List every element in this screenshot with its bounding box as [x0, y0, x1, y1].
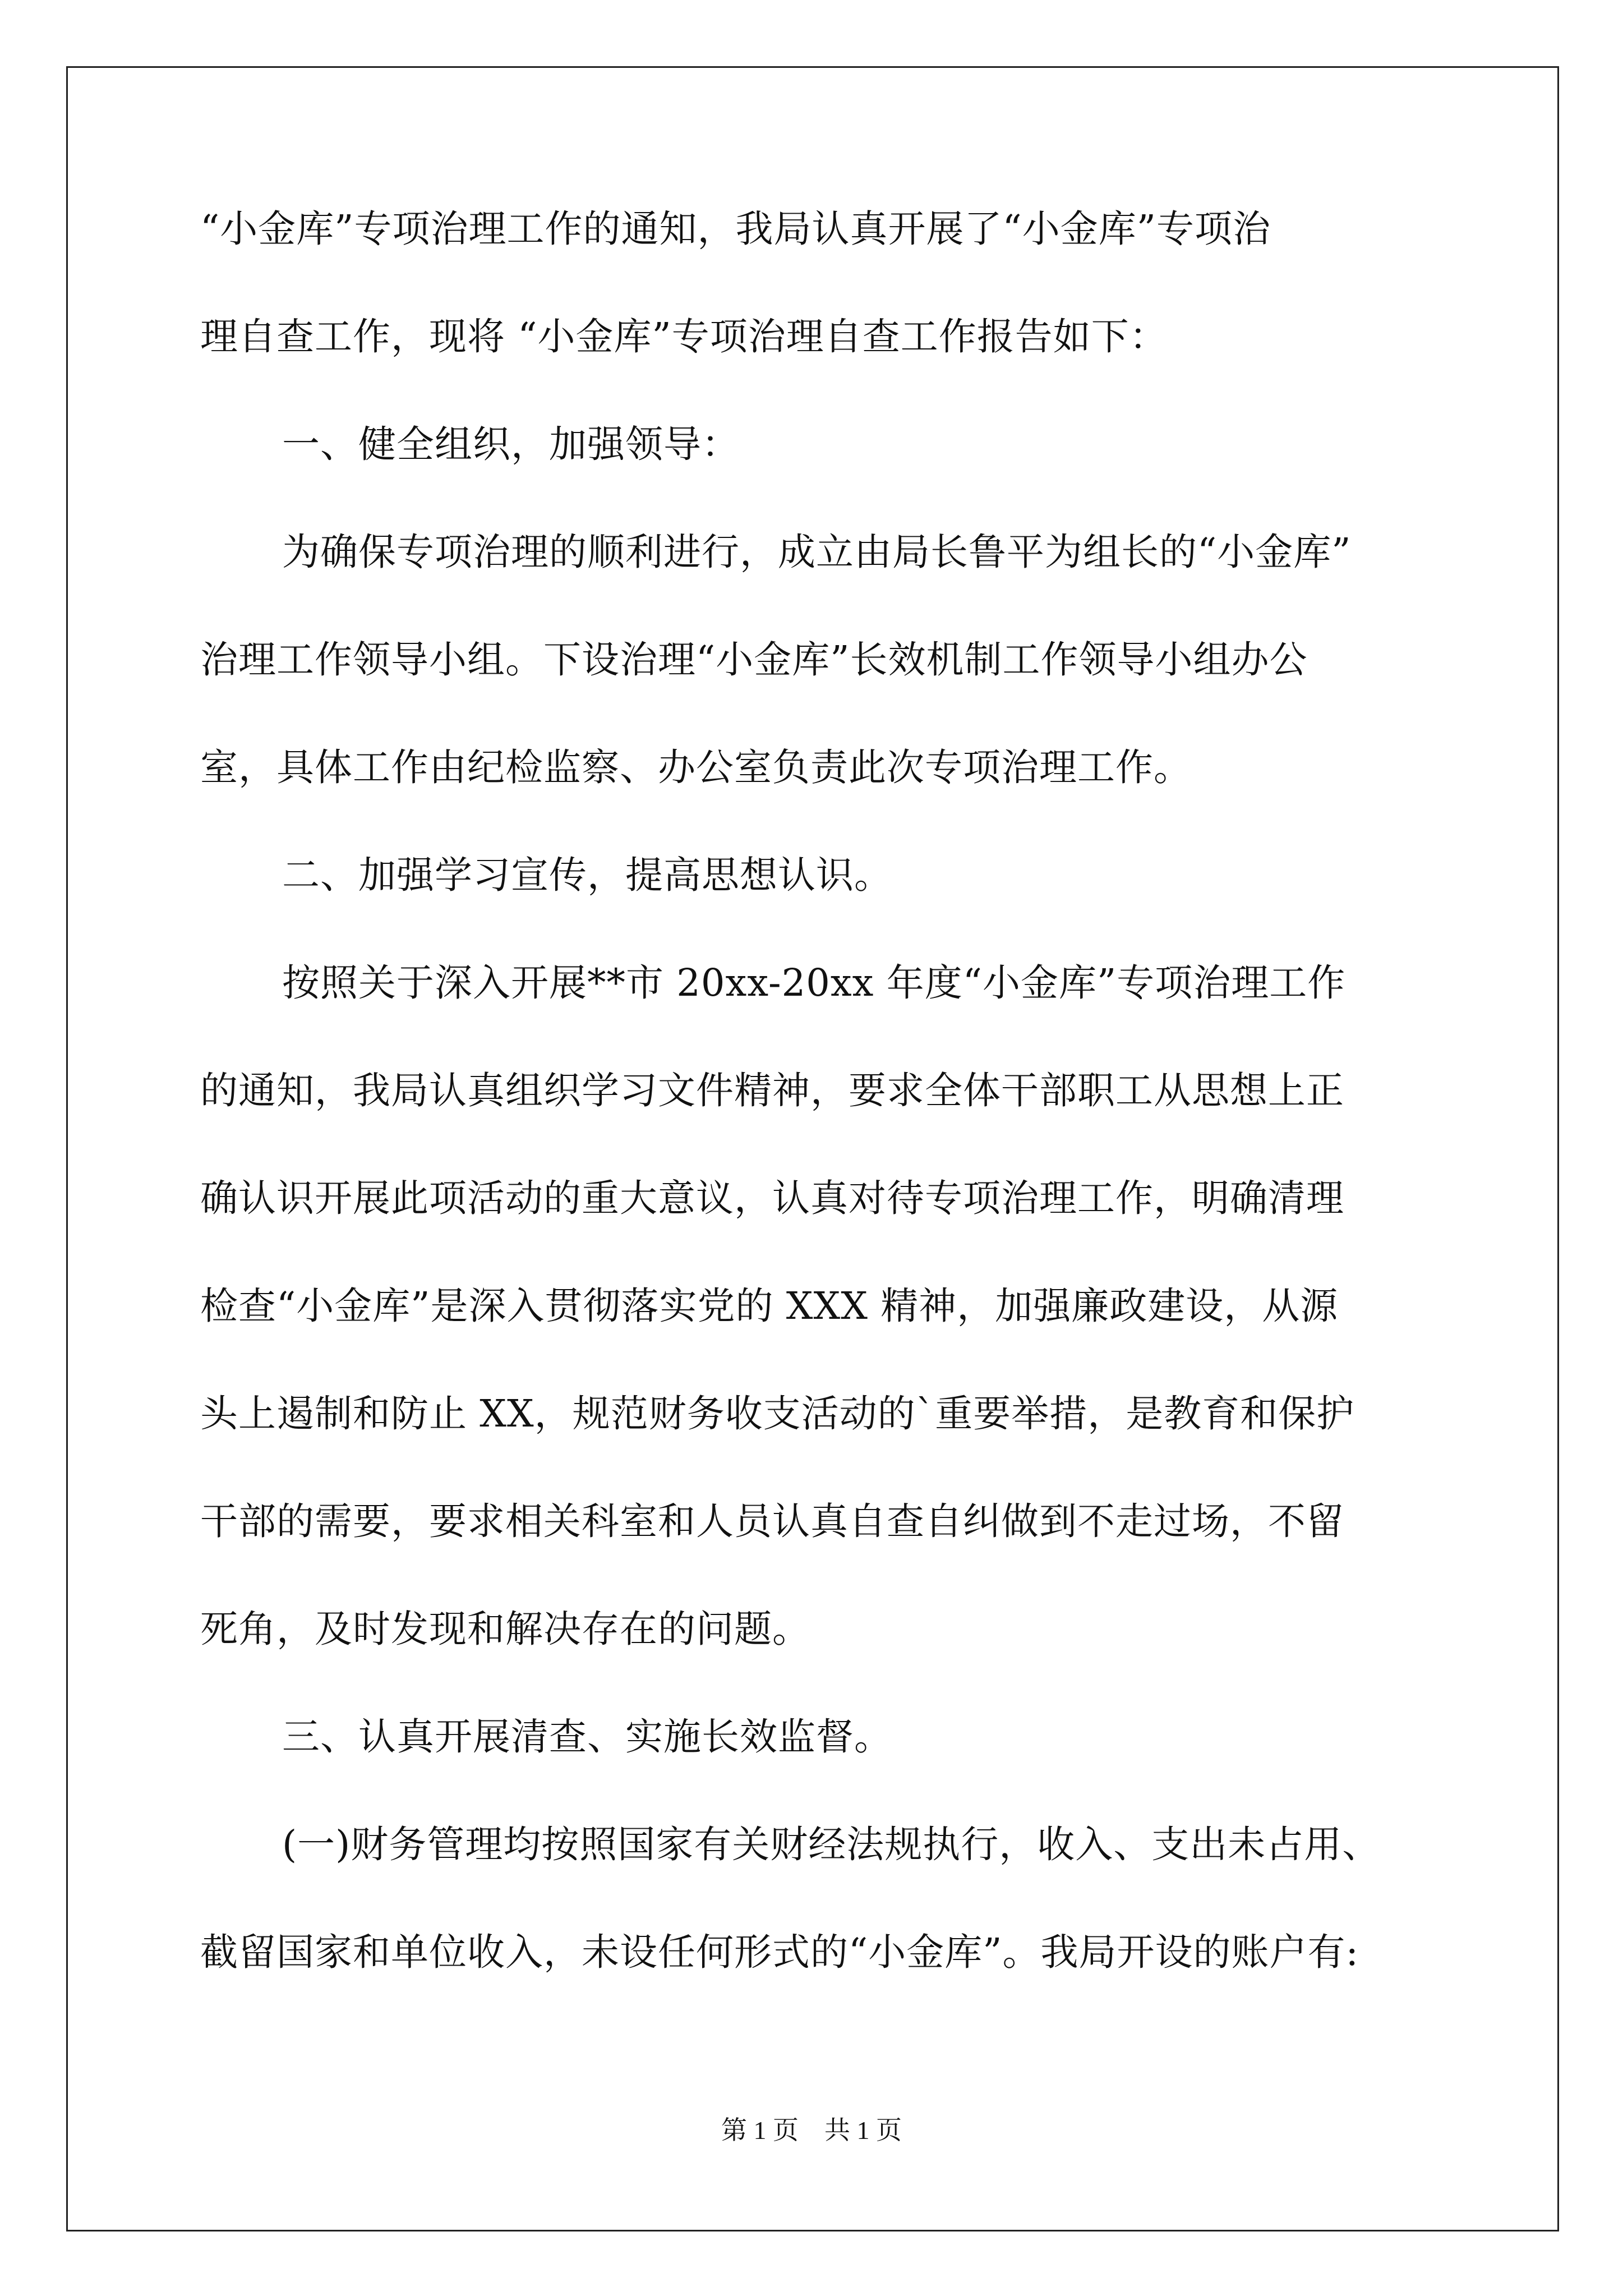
document-body	[200, 208, 1434, 2039]
page-footer	[0, 2115, 1623, 2146]
text-line: 干部的需要，要求相关科室和人员认真自查自纠做到不走过场，不留	[200, 1499, 1344, 1543]
text-line: 确认识开展此项活动的重大意议，认真对待专项治理工作，明确清理	[200, 1176, 1344, 1220]
text-line: 室，具体工作由纪检监察、办公室负责此次专项治理工作。	[200, 746, 1192, 789]
text-line: 死角，及时发现和解决存在的问题。	[200, 1607, 810, 1651]
text-line: 三、认真开展清查、实施长效监督。	[282, 1715, 892, 1759]
page-number: 第 1 页	[721, 2116, 799, 2145]
text-line: 头上遏制和防止 XX，规范财务收支活动的`重要举措，是教育和保护	[200, 1392, 1355, 1435]
text-line: 一、健全组织，加强领导：	[282, 422, 740, 466]
text-line: 检查“小金库”是深入贯彻落实党的 XXX 精神，加强廉政建设，从源	[200, 1284, 1339, 1328]
text-line: 截留国家和单位收入，未设任何形式的“小金库”。我局开设的账户有:	[200, 1930, 1359, 1974]
text-line: 理自查工作，现将 “小金库”专项治理自查工作报告如下：	[200, 315, 1168, 358]
text-line: 治理工作领导小组。下设治理“小金库”长效机制工作领导小组办公	[200, 638, 1308, 682]
text-line: 二、加强学习宣传，提高思想认识。	[282, 853, 892, 897]
text-line: 为确保专项治理的顺利进行，成立由局长鲁平为组长的“小金库”	[282, 530, 1352, 574]
text-line: 按照关于深入开展**市 20xx-20xx 年度“小金库”专项治理工作	[282, 961, 1346, 1005]
page-total: 共 1 页	[824, 2116, 902, 2145]
text-line: 的通知，我局认真组织学习文件精神，要求全体干部职工从思想上正	[200, 1069, 1344, 1112]
text-line: “小金库”专项治理工作的通知，我局认真开展了“小金库”专项治	[200, 207, 1271, 251]
text-line: (一)财务管理均按照国家有关财经法规执行，收入、支出未占用、	[282, 1823, 1381, 1866]
